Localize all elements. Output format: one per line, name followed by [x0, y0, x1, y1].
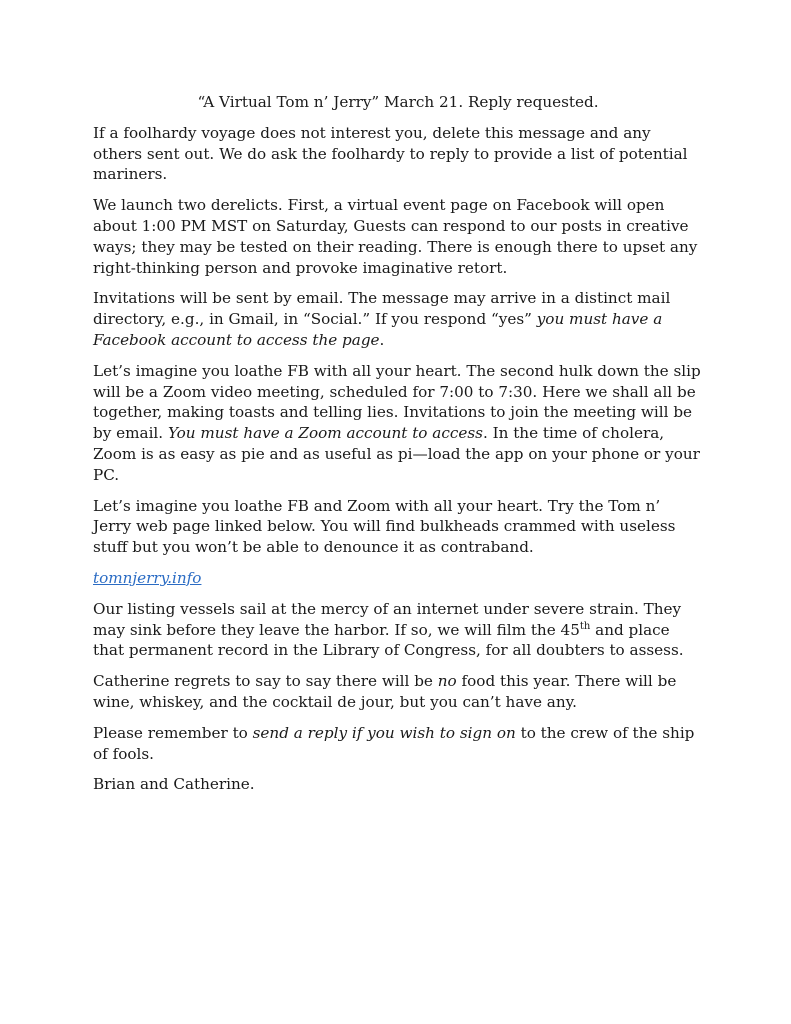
paragraph-food-end: food this year. There will be wine, whiskey, and the cocktail de jour, but you can’t have any.: [93, 672, 677, 711]
link-paragraph: [93, 568, 703, 589]
paragraph-derelicts: We launch two derelicts. First, a virtual event page on Facebook will open about 1:00 PM MST on Saturday, Guests can respond to our posts in creative ways; they may be tested on their reading. There is enough there to upset any right-thinking person and provoke imaginative retort.: [93, 196, 698, 277]
paragraph-reply-text: Please remember to: [93, 723, 253, 742]
paragraph-zoom-text: Let’s imagine you loathe FB with all your heart. The second hulk down the slip will be a Zoom video meeting, scheduled for 7:00 to 7:30. Here we shall all be together, making toasts and telling lies. Invitations to join the meeting will be by email.: [93, 361, 701, 443]
paragraph-invitations: [93, 288, 703, 350]
tomnjerry-link[interactable]: tomnjerry.info: [93, 568, 202, 587]
document-body: [93, 92, 703, 805]
paragraph-zoom: [93, 361, 703, 486]
paragraph-intro: If a foolhardy voyage does not interest you, delete this message and any others sent out. We do ask the foolhardy to reply to provide a list of potential mariners.: [93, 123, 688, 184]
no-emphasis: no: [437, 672, 457, 691]
paragraph-food: [93, 671, 703, 713]
paragraph-invitations-end: .: [379, 330, 385, 349]
facebook-requirement: you must have a Facebook account to access the page: [93, 310, 663, 349]
paragraph-reply: [93, 723, 703, 765]
paragraph-internet-end: and place that permanent record in the Library of Congress, for all doubters to assess.: [93, 620, 684, 660]
paragraph-zoom-end: . In the time of cholera, Zoom is as easy as pie and as useful as pi—load the app on your phone or your PC.: [93, 424, 700, 484]
paragraph-internet-text: Our listing vessels sail at the mercy of an internet under severe strain. They may sink before they leave the harbor. If so, we will film the 45: [93, 599, 682, 639]
ordinal-suffix: th: [579, 620, 591, 632]
reply-emphasis: send a reply if you wish to sign on: [252, 723, 516, 742]
paragraph-reply-end: to the crew of the ship of fools.: [93, 723, 695, 763]
paragraph-food-text: Catherine regrets to say to say there will be: [93, 672, 438, 691]
paragraph-webpage: Let’s imagine you loathe FB and Zoom with all your heart. Try the Tom n’ Jerry web page linked below. You will find bulkheads crammed with useless stuff but you won’t be able to denounce it as contraband.: [93, 496, 676, 557]
document-title: “A Virtual Tom n’ Jerry” March 21. Reply requested.: [197, 93, 599, 111]
zoom-requirement: You must have a Zoom account to access: [167, 424, 483, 443]
paragraph-internet: [93, 599, 703, 661]
paragraph-invitations-text: Invitations will be sent by email. The message may arrive in a distinct mail directory, e.g., in Gmail, in “Social.” If you respond “yes”: [93, 289, 671, 329]
signature: Brian and Catherine.: [93, 775, 255, 794]
